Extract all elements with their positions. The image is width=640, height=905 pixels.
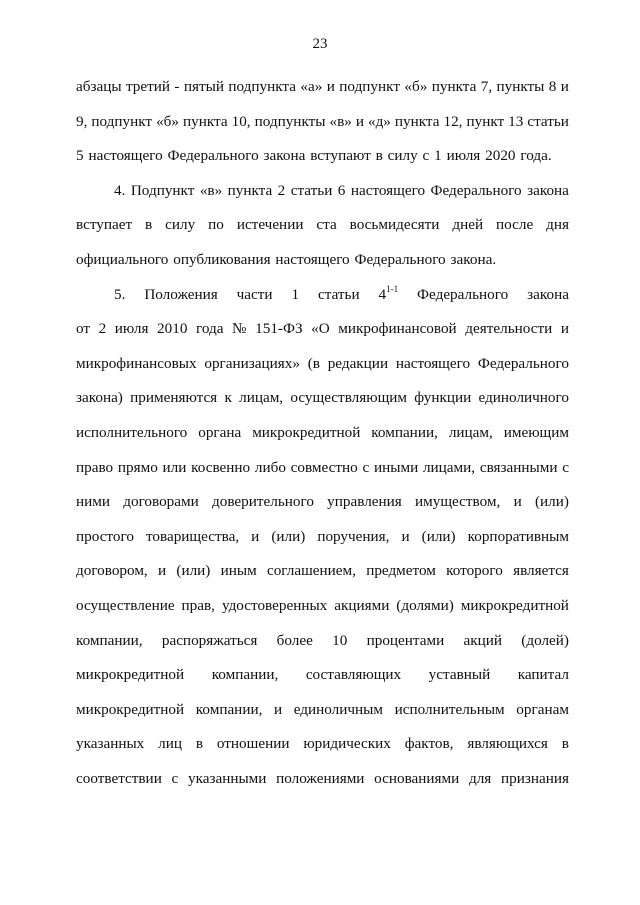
document-body [76, 70, 569, 796]
text-line: осуществление прав, удостоверенных акциями (долями) микрокредитной [76, 596, 569, 614]
text-line: исполнительного органа микрокредитной компании, лицам, имеющим [76, 423, 569, 441]
paragraph-p-intro [76, 70, 569, 174]
text-line: 5 настоящего Федерального закона вступают в силу с 1 июля 2020 года. [76, 147, 552, 165]
text-line: закона) применяются к лицам, осуществляющим функции единоличного [76, 389, 569, 407]
text-line: абзацы третий - пятый подпункта «а» и подпункт «б» пункта 7, пункты 8 и [76, 78, 569, 95]
page-number: 23 [312, 36, 328, 52]
text-line: 4. Подпункт «в» пункта 2 статьи 6 настоящего Федерального закона [114, 181, 569, 199]
text-line: микрофинансовых организациях» (в редакции настоящего Федерального [76, 354, 569, 372]
text-line: ними договорами доверительного управления имуществом, и (или) [76, 493, 569, 511]
paragraph-p-5 [76, 278, 569, 797]
text-line: простого товарищества, и (или) поручения, и (или) корпоративным [76, 527, 569, 545]
text-line: 9, подпункт «б» пункта 10, подпункты «в» и «д» пункта 12, пункт 13 статьи [76, 112, 569, 130]
text-line: вступает в силу по истечении ста восьмидесяти дней после дня [76, 216, 569, 234]
text-line: от 2 июля 2010 года № 151-ФЗ «О микрофинансовой деятельности и [76, 320, 569, 338]
text-line: микрокредитной компании, и единоличным исполнительным органам [76, 700, 569, 718]
text-line: указанных лиц в отношении юридических фактов, являющихся в [76, 735, 569, 753]
text-line: право прямо или косвенно либо совместно с иными лицами, связанными с [76, 458, 569, 476]
text-line: официального опубликования настоящего Федерального закона. [76, 250, 497, 268]
text-line: соответствии с указанными положениями основаниями для признания [76, 769, 569, 787]
text-line: микрокредитной компании, составляющих уставный капитал [76, 666, 569, 684]
paragraph-p-4 [76, 174, 569, 278]
text-line: компании, распоряжаться более 10 процентами акций (долей) [76, 631, 569, 649]
text-line: 5. Положения части 1 статьи 4$^{1-1}$ Федерального закона [114, 283, 569, 303]
text-line: договором, и (или) иным соглашением, предметом которого является [76, 562, 569, 580]
